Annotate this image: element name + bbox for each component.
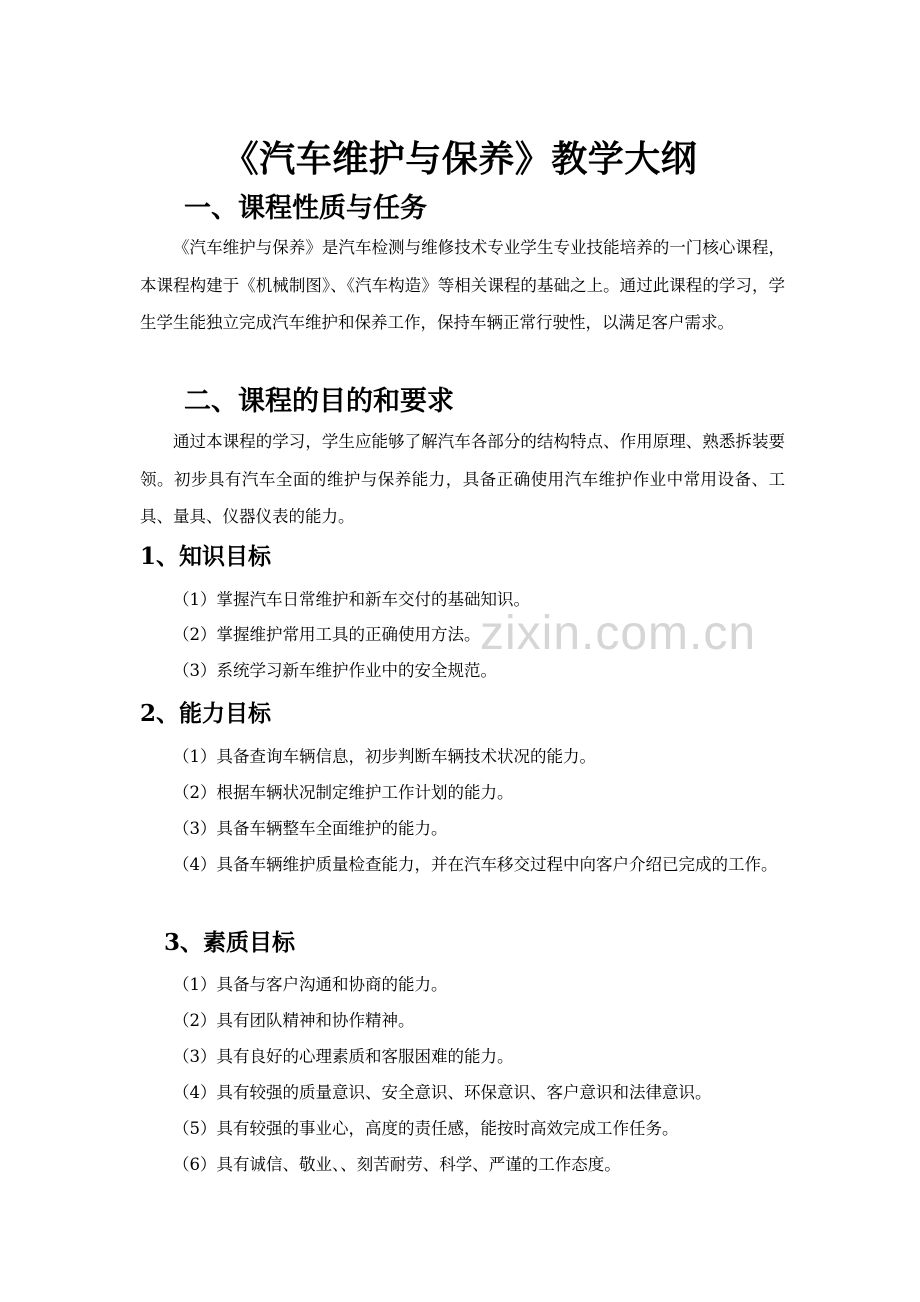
subheading-quality-goals: 3、素质目标	[164, 929, 296, 956]
list-item: （6）具有诚信、敬业、、刻苦耐劳、科学、严谨的工作态度。	[173, 1155, 621, 1174]
list-item: （4）具有较强的质量意识、安全意识、环保意识、客户意识和法律意识。	[173, 1083, 712, 1102]
list-item: （2）具有团队精神和协作精神。	[173, 1011, 415, 1030]
paragraph-objectives: 通过本课程的学习，学生应能够了解汽车各部分的结构特点、作用原理、熟悉拆装要领。初步具有汽车全面的维护与保养能力，具备正确使用汽车维护作业中常用设备、工具、量具、仪器仪表的能力。	[140, 432, 785, 526]
list-item: （5）具有较强的事业心，高度的责任感，能按时高效完成工作任务。	[173, 1119, 679, 1138]
document-title: 《汽车维护与保养》教学大纲	[222, 138, 698, 180]
list-item: （3）具备车辆整车全面维护的能力。	[173, 819, 448, 838]
list-item: （1）具备与客户沟通和协商的能力。	[173, 975, 448, 994]
section-heading-objectives: 二、课程的目的和要求	[184, 386, 454, 417]
list-item: （3）具有良好的心理素质和客服困难的能力。	[173, 1047, 514, 1066]
paragraph-course-nature: 《汽车维护与保养》是汽车检测与维修技术专业学生专业技能培养的一门核心课程，本课程构建于《机械制图》、《汽车构造》等相关课程的基础之上。通过此课程的学习，学生学生能独立完成汽车维护和保养工作，保持车辆正常行驶性，以满足客户需求。	[140, 238, 785, 332]
list-item: （3）系统学习新车维护作业中的安全规范。	[173, 661, 497, 680]
watermark: zixin.com.cn	[480, 607, 757, 660]
list-item: （4）具备车辆维护质量检查能力，并在汽车移交过程中向客户介绍已完成的工作。	[173, 855, 778, 874]
subheading-knowledge-goals: 1、知识目标	[140, 543, 272, 570]
list-item: （1）具备查询车辆信息，初步判断车辆技术状况的能力。	[173, 747, 596, 766]
subheading-ability-goals: 2、能力目标	[140, 700, 272, 727]
list-item: （2）掌握维护常用工具的正确使用方法。	[173, 625, 481, 644]
list-item: （1）掌握汽车日常维护和新车交付的基础知识。	[173, 590, 530, 609]
section-heading-course-nature: 一、课程性质与任务	[184, 193, 427, 224]
list-item: （2）根据车辆状况制定维护工作计划的能力。	[173, 783, 514, 802]
